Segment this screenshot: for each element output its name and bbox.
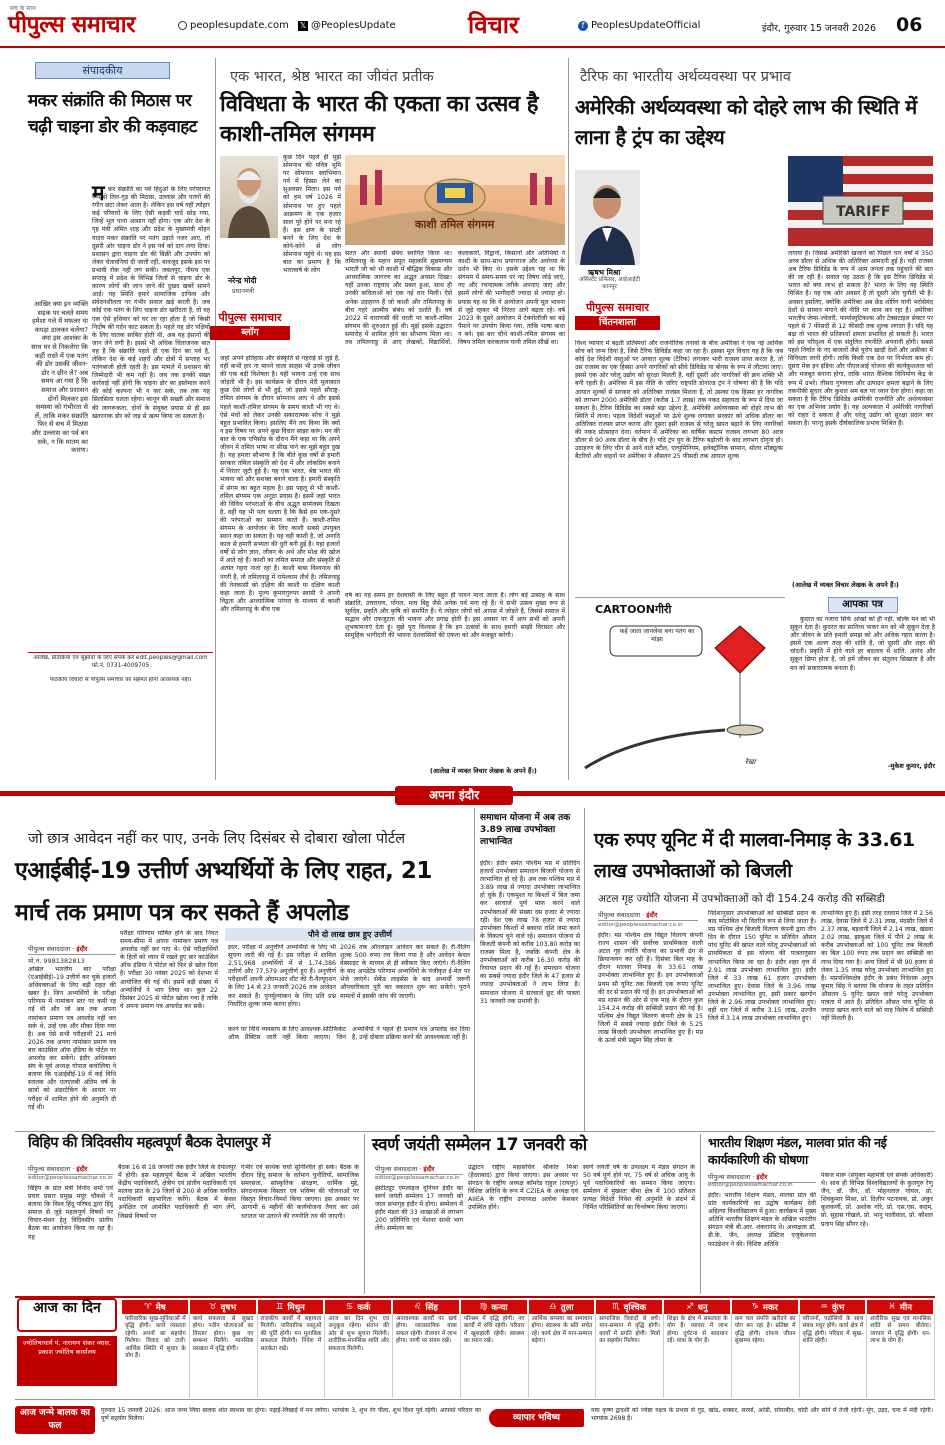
section-label: अपना इंदौर xyxy=(395,786,513,805)
vyapar-label: व्यापार भविष्य xyxy=(489,1409,584,1427)
mishra-portrait xyxy=(575,170,640,265)
aibe-box-title: पौने दो लाख छात्र हुए उत्तीर्ण xyxy=(225,928,475,941)
masthead-rule xyxy=(0,46,945,48)
divider xyxy=(364,1134,365,1294)
zodiac-name: वृषभ xyxy=(220,1302,237,1313)
zodiac-header xyxy=(461,1300,527,1314)
zodiac-name: कुंभ xyxy=(831,1302,845,1313)
x-icon: 𝕏 xyxy=(299,20,307,30)
shikshak-headline: भारतीय शिक्षण मंडल, मालवा प्रांत की नई कार्यकारिणी की घोषणा xyxy=(708,1135,887,1167)
zodiac-sign-icon: ♎ xyxy=(549,1302,557,1312)
shikshak-email: editor@peoplessamachar.co.in xyxy=(708,1182,793,1188)
swarn-col3: स्वर्ण जयंती वर्ष के उपलक्ष्य में मंडल संगठन के 50 वर्ष पूर्ण होने पर, 75 वर्ष से अधिक आयु के पूर्व पदाधिकारियों का सम्मान किया जाएगा। सम्मेलन में मुख्यतः बीमा क्षेत्र में 100 प्रतिशत प्रत्यक्ष विदेशी निवेश की अनुमति के संदर्भ में निर्मित परिस्थितियों का विश्लेषण किया जाएगा। xyxy=(583,1164,695,1212)
zodiac-11 xyxy=(800,1300,868,1400)
zodiac-text: आर्थिक समस्या का समाधान होगा। स्वास्थ्य के प्रति सचेत रहें। कार्य क्षेत्र में मान-सम्मान बढ़ेगा। xyxy=(529,1314,597,1398)
tariff-headline: अमेरिकी अर्थव्यवस्था को दोहरे लाभ की स्थिति में लाना है ट्रंप का उद्देश्य xyxy=(575,95,917,149)
cartoon-bubble: कहें जाता जानलेवा बना पतंग का मांझा xyxy=(619,628,695,643)
zodiac-sign-icon: ♓ xyxy=(888,1302,896,1312)
zodiac-name: वृश्चिक xyxy=(623,1302,647,1313)
zodiac-10 xyxy=(732,1300,800,1400)
swarn-desk: पीपुल्स संवाददाता · इंदौर xyxy=(375,1164,463,1175)
aibe-desk: पीपुल्स संवाददाता · इंदौर xyxy=(28,944,116,955)
kashi-logo: पीपुल्स समाचार ब्लॉग xyxy=(210,310,290,344)
divider xyxy=(568,58,569,780)
zodiac-name: मकर xyxy=(762,1302,778,1313)
sand-art-text: काशी तमिल संगमम xyxy=(415,218,495,231)
zodiac-name: सिंह xyxy=(425,1302,438,1313)
zodiac-name: मेष xyxy=(155,1302,166,1313)
divider xyxy=(15,1131,935,1132)
zodiac-name: कन्या xyxy=(491,1302,508,1313)
zodiac-4 xyxy=(325,1300,393,1400)
zodiac-header xyxy=(393,1300,459,1314)
tariff-photo xyxy=(788,156,933,246)
shikshak-col1: इंदौर। भारतीय शिक्षण मंडल, मालवा प्रांत की प्रांत कार्यकारिणी का उद्घोष कार्यक्रम देवी अहिल्या विश्वविद्यालय में हुआ। कार्यक्रम में मुख्य अतिथि भारतीय शिक्षण मंडल के अखिल भारतीय संगठन मंत्री बी.आर. शंकरानंद थे। अध्यक्षता डॉ. डी.के. जैन, अध्यक्ष प्रेस्टिज एजुकेशनल फाउंडेशन ने की। विशिष्ट अतिथि xyxy=(708,1192,816,1248)
cartoon-panel xyxy=(575,597,785,780)
tariff-col1: विश्व व्यापार में बढ़ती प्रतिस्पर्धा और राजनीतिक तनावों के बीच अमेरिका ने एक नई आर्थिक सोच को जन्म दिया है, जिसे टैरिफ डिविडेंड कहा जा रहा है। इसका मूल विचार यह है कि जब कोई देश विदेशी वस्तुओं पर आयात शुल्क (टैरिफ) लगाकर भारी राजस्व प्राप्त करता है, तो उस राजस्व का एक हिस्सा अपने नागरिकों को सीधे डिविडेंड या बोनस के रूप में लौटाया जाए। इससे एक ओर घरेलू उद्योग को सुरक्षा मिलती है, वहीं दूसरी ओर नागरिकों की क्रय शक्ति भी बनी रहती है। अमेरिका में इस नीति के जरिए राष्ट्रपति डोनाल्ड ट्रंप ने घोषणा की है कि यदि आयात शुल्कों से सरकार को अतिरिक्त राजस्व मिलता है, तो उसका एक हिस्सा हर नागरिक को लगभग 2000 अमेरिकी डॉलर (करीब 1.7 लाख) तक नकद सहायता के रूप में दिया जा सकता है। टैरिफ डिविडेंड का सबसे बड़ा उद्देश्य है, अमेरिकी अर्थव्यवस्था को दोहरे लाभ की स्थिति में लाना। पहला विदेशी वस्तुओं पर ऊंचे शुल्क लगाकर सरकार को अधिक डॉलर का अतिरिक्त राजस्व प्राप्त करना और दूसरा इसी राजस्व से घरेलू खपत बढ़ाने के लिए नागरिकों की नकद प्रोत्साहन देना। वर्तमान में अमेरिका का वार्षिक कस्टम राजस्व लगभग 80 अरब डॉलर से 90 अरब डॉलर के बीच है। यदि ट्रंप युग के टैरिफ बढ़ोतरी के बाद लगभग दोगुना हो। उदाहरण के लिए चीन से आने वाले स्टील, एल्युमिनियम, इलेक्ट्रॉनिक सामान, सोलर मॉड्यूल्स बैटरियों और वाहनों पर अमेरिका ने औसतन 25 फीसदी तक आयात शुल्क xyxy=(575,340,783,461)
tariff-label: TARIFF xyxy=(836,204,891,220)
zodiac-sign-icon: ♊ xyxy=(275,1302,284,1312)
zodiac-text: राजकीय कार्यों में सहायता मिलेगी। पारिवारिक वस्तुओं की पूर्ति होगी। मन मुताबिक सफलता मिलेगी। निवेश में सतर्कता रखें। xyxy=(258,1314,326,1398)
zodiac-sign-icon: ♐ xyxy=(686,1302,694,1312)
vhp-email: editor@peoplessamachar.co.in xyxy=(28,1175,113,1181)
letters-panel xyxy=(790,597,935,780)
tariff-author-name: ऋषभ मिश्रा xyxy=(588,268,621,277)
zodiac-6 xyxy=(461,1300,529,1400)
zodiac-header xyxy=(664,1300,730,1314)
zodiac-text: कार्य सफलता से सुखद होगा। नवीन योजनाओं का विस्तार होगा। कुछ नए सम्बन्ध मिलेंगे। मानसिक प्रसन्नता में वृद्धि होगी। xyxy=(190,1314,258,1398)
masthead xyxy=(0,0,945,58)
aibe-col1: अखिल भारतीय बार परीक्षा (एआईबीई)-19 उत्तीर्ण कर चुके हजारों अधिवक्ताओं के लिए बड़ी राहत की खबर है। जिन अभ्यर्थियों के परीक्षा परिणाम में नामांकन स्तर पर कमी रह गई थी और जो अब तक अपना नामांकन प्रमाण पत्र अपलोड नहीं कर सके थे, उन्हें एक और मौका दिया गया है। अब ऐसे सभी परीक्षार्थी 21 मार्च 2026 तक अपना नामांकन प्रमाण पत्र बार काउंसिल ऑफ इंडिया के पोर्टल पर अपलोड कर सकेंगे। इंदौर अधिवक्ता संघ के पूर्व अध्यक्ष गोपाल कचोलिया ने बताया कि एआईबीई-19 में कई विधि स्नातक और एलएलबी अंतिम वर्ष के छात्रों को अंडरटेकिंग के आधार पर परीक्षा में शामिल होने की अनुमति दी गई थी। xyxy=(28,966,116,1111)
zodiac-sign-icon: ♏ xyxy=(612,1302,620,1312)
flag-illustration xyxy=(788,156,933,246)
cartoon-title: CARTOONगीरी xyxy=(595,603,672,616)
swarn-col2: उद्घाटन राष्ट्रीय महासचिव श्रीकांत मिश्रा (हैदराबाद) द्वारा किया जाएगा। इस अवसर पर संगठन के राष्ट्रीय अध्यक्ष कॉमरेड राहुल (रायपुर) विशिष्ट अतिथि के रूप में CZIEA के अध्यक्ष एवं AIIEA के राष्ट्रीय उपाध्यक्ष अलोक केसकर उपस्थित होंगे। xyxy=(468,1164,578,1212)
zodiac-12 xyxy=(867,1300,935,1400)
tariff-signoff: (आलेख में व्यक्त विचार लेखक के अपने हैं।) xyxy=(792,581,899,589)
modi-photo xyxy=(220,156,278,238)
vhp-desk: पीपुल्स संवाददाता · इंदौर xyxy=(28,1164,113,1175)
letters-signature: -मुकेश कुमार, इंदौर xyxy=(887,762,935,770)
zodiac-header xyxy=(258,1300,324,1314)
tariff-kicker: टैरिफ का भारतीय अर्थव्यवस्था पर प्रभाव xyxy=(580,69,791,85)
divider xyxy=(700,1134,701,1294)
zodiac-text: शिक्षा के क्षेत्र में सफलता के योग हैं। व्यापार में लाभ होगा। दुर्घटना से सावधान रहें। यात्रा के योग हैं। xyxy=(664,1314,732,1398)
footer-label: आज जन्मे बालक का फल xyxy=(15,1406,95,1434)
globe-icon xyxy=(178,21,187,30)
zodiac-1 xyxy=(122,1300,190,1400)
bijli-kicker: अटल गृह ज्योति योजना में उपभोक्ताओं को दी 154.24 करोड़ की सब्सिडी xyxy=(598,893,885,905)
zodiac-name: मिथुन xyxy=(287,1302,305,1313)
tariff-logo: पीपुल्स समाचार चिंतनशाला xyxy=(575,300,660,334)
aibe-mobile: मो.नं. 9981382813 xyxy=(28,957,85,965)
masthead-tagline: सच के साथ xyxy=(10,5,36,12)
bijli-col3: लाभान्वित हुए हैं। इसी तरह रतलाम जिले में 2.56 लाख, देवास जिले में 2.31 लाख, मंदसौर जिले में 2.37 लाख, बड़वानी जिले में 2.14 लाख, खंडवा 2.02 लाख, झाबुआ जिले में पौने 2 लाख के करीब उपभोक्ताओं को 100 यूनिट तक बिजली का बिल 100 रुपए तक प्रदान कर सब्सिडी का लाभ दिया गया है। अन्य जिलों में भी 90 हजार से लेकर 1.35 लाख घरेलू उपभोक्ता लाभान्वित हुए हैं। मप्रपश्चिमक्षेत्र इंदौर के प्रबंध निदेशक अनूप कुमार सिंह ने बताया कि योजना के तहत प्रतिदिन औसतन 5 यूनिट खपत वाले घरेलू उपभोक्ता पात्रता में आते हैं। प्रतिदिन औसत पांच यूनिट से ज्यादा खपत करने वाले को माह विशेष में सब्सिडी नहीं मिलती है। xyxy=(821,910,933,1023)
logo-text: पीपुल्स समाचार xyxy=(8,12,136,38)
zodiac-sign-icon: ♒ xyxy=(820,1302,828,1312)
zodiac-text: अनावश्यक कार्यों पर खर्च होगा। व्यावसायिक यात्रा सफल रहेगी। रोजगार में लाभ होगा। वाणी पर संयम रखें। xyxy=(393,1314,461,1398)
zodiac-header xyxy=(529,1300,595,1314)
zodiac-5 xyxy=(393,1300,461,1400)
rashifal-panchang: ज्योतिषाचार्य पं. नारायण शंकर व्यास, प्रकाश ज्योतिष कार्यालय xyxy=(17,1336,117,1386)
zodiac-header xyxy=(122,1300,188,1314)
aibe-col4: 2026 तक ऑनलाइन आवेदन कर सकते हैं। री-वैलिंग शुल्क 500 रुपए तय किया गया है और आवेदन केवल वेबसाइट के माध्यम से ही स्वीकार किए जाएंगे। री-वैलिंग के बाद अपडेटेड परिणाम अभ्यर्थियों के पंजीकृत ई-मेल पर भेजे जाएंगे। सेकेंड लाइसेंस के बाद अभ्यर्थी जरूरी औपचारिकता पूरी कर वकालत शुरू कर सकेंगे। पुराने मामलों में इसकी जांच की जाएगी। xyxy=(340,944,470,1000)
kashi-headline: विविधता के भारत की एकता का उत्सव है काशी-तमिल संगमम xyxy=(220,92,538,147)
vhp-col3: गंभीर एवं सार्थक चर्चा सुनिश्चित हो सके। बैठक के दौरान हिंदू समाज के वर्तमान चुनौतियों, सामाजिक समरसता, सांस्कृतिक संरक्षण, धार्मिक मुद्दे, संगठनात्मक विस्तार एवं भविष्य की योजनाओं पर विस्तृत विचार-विमर्श किया जाएगा। इस अवसर पर आगामी 6 महीनों की कार्ययोजना तैयार कर उसे धरातल पर उतारने की रणनीति तय की जाएगी। xyxy=(241,1164,359,1220)
mishra-photo xyxy=(575,170,640,265)
editorial-label: संपादकीय xyxy=(35,62,170,79)
zodiac-header xyxy=(596,1300,662,1314)
vhp-col2: बैठक 16 से 18 जनवरी तक इंदौर जिले के देपालपुर में होगी। इस महत्वपूर्ण बैठक में अखिल भारतीय केंद्रीय पदाधिकारी, क्षेत्रीय एवं प्रांतीय पदाधिकारी एवं मालवा प्रांत के 29 जिलों से 200 से अधिक चयनित पदाधिकारी सहभागिता करेंगे। बैठक में केवल अपेक्षित एवं आमंत्रित पदाधिकारी ही भाग लेंगे, जिससे विषयों पर xyxy=(118,1164,236,1220)
modi-portrait xyxy=(220,156,278,238)
kashi-kicker: एक भारत, श्रेष्ठ भारत का जीवंत प्रतीक xyxy=(230,69,434,85)
kashi-signoff: (आलेख में व्यक्त विचार लेखक के अपने हैं।) xyxy=(430,767,537,775)
shikshak-desk: पीपुल्स संवाददाता · इंदौर xyxy=(708,1172,816,1183)
bijli-email: editor@peoplessamachar.co.in xyxy=(598,922,683,928)
zodiac-name: धनु xyxy=(697,1302,708,1313)
editorial-contact xyxy=(28,652,213,686)
zodiac-text: कम चल संपत्ति खरीदने का योग बन रहा है। प्रतिष्ठा में वृद्धि होगी। दांपत्य जीवन सुखमय रहेगा। xyxy=(732,1314,800,1398)
zodiac-text: परिजनों, पड़ोसियों के साथ संबंध मधुर होंगे। कार्य क्षेत्र में वृद्धि होगी। परिवार में सुख-शांति रहेगी। xyxy=(800,1314,868,1398)
swarn-headline: स्वर्ण जयंती सम्मेलन 17 जनवरी को xyxy=(372,1135,587,1155)
aibe-col3: इधर, परीक्षा में अनुत्तीर्ण अभ्यर्थियों के लिए भी सूचना जारी की गई है। इस परीक्षा में शामिल 2,51,968 अभ्यर्थियों में से 1,74,386 उत्तीर्ण और 77,579 अनुत्तीर्ण हुए हैं। अनुत्तीर्ण परीक्षार्थी अपनी ओएमआर शीट की री-वैल्यूएशन के लिए 14 से 23 जनवरी 2026 तक आवेदन कर सकते हैं। पुनर्मूल्यांकन के लिए प्रति प्रश्न निर्धारित शुल्क जमा करना होगा। xyxy=(228,944,336,1008)
zodiac-sign-icon: ♌ xyxy=(413,1302,422,1312)
letters-label: आपका पत्र xyxy=(828,597,898,613)
rashifal-title: आज का दिन xyxy=(17,1298,117,1332)
zodiac-sign-icon: ♈ xyxy=(144,1302,152,1312)
aibe-col2: परीक्षा परिणाम घोषित होने के बाद नियत समय-सीमा में अपना नामांकन प्रमाण पत्र अपलोड नहीं कर पाए थे। ऐसे परीक्षार्थियों के हितों को ध्यान में रखते हुए बार काउंसिल ऑफ इंडिया ने पोर्टल को फिर से खोल दिया है। परीक्षा 30 नवंबर 2025 को देशभर में आयोजित की गई थी। इसमें बड़ी संख्या में अभ्यर्थियों ने भाग लिया था। कुल 22 दिसंबर 2025 से पोर्टल खोला गया है ताकि वे अपना प्रमाण पत्र अपलोड कर सकें। xyxy=(120,930,218,1010)
section-title: विचार xyxy=(468,11,519,39)
facebook-link[interactable]: f PeoplesUpdateOfficial xyxy=(578,20,700,31)
website-link[interactable]: peoplesupdate.com xyxy=(178,20,289,31)
letters-body: कुदरत का नजारा सिर्फ आंखों को ही नहीं, बल्कि मन को भी सुकून देता है। कुदरत का सानिध्य पाकर मन को भी सुकून देता है और जीवन के प्रति हमारी समझ को और अधिक गहरा करता है। इसमें एक अलग तरह की शांति है, जो दूसरी और शहर की चांदनी। प्रकृति में होने वाले हर बदलाव में शांति, आनंद और सुकून छिपा होता है, जो हमें जीवन का संतुलन सिखाता है और मन को सकारात्मक बनाता है। xyxy=(790,616,935,672)
zodiac-2 xyxy=(190,1300,258,1400)
zodiac-text: सामाजिक विवादों से बचें। मान-सम्मान में वृद्धि होगी। कार्यों में प्रगति होगी। मित्रों का सहयोग मिलेगा। xyxy=(596,1314,664,1398)
kashi-col3: सतत और स्थायी संबंध स्थापित किया था। तमिलनाडु के महान सपूत महाकवि सुब्रमण्यम भारती जी को भी काशी में बौद्धिक विकास और आध्यात्मिक जागरण का अद्भुत अवसर दिखा। यहीं उनका राष्ट्रवाद और प्रबल हुआ, साथ ही उनकी कविताओं को एक नई धार मिली। ऐसे अनेक उदाहरण हैं जो काशी और तमिलनाडु के बीच गहरे आत्मीय संबंध को दर्शाते हैं। वर्ष 2022 में वाराणसी की धरती पर काशी-तमिल संगमम की शुरुआत हुई थी। मुझे इसके उद्घाटन समारोह में शामिल होने का सौभाग्य मिला था। तब तमिलनाडु से आए लेखकों, विद्यार्थियों, कलाकारों, विद्वानों, किसानों और अतिथियों ने काशी के साथ-साथ प्रयागराज और अयोध्या के दर्शन भी किए थे। इसके उद्देश्य यह था कि संगमम में समय-समय पर नए विषय जोड़े जाएं, नए और रचनात्मक तरीके अपनाए जाएं और इसमें लोगों की भागीदारी ज्यादा से ज्यादा हो। प्रयास यह था कि ये आयोजन अपनी मूल भावना से जुड़े रहकर भी निरंतर आगे बढ़ता रहे। वर्ष 2023 के दूसरे आयोजन में टेक्नोलॉजी का बड़े पैमाने पर उपयोग किया गया, ताकि भाषा बाधा न बने। इस बार चौथे काशी-तमिल संगमम का विषय तमिल करकलाम यानी तमिल सीखें था। xyxy=(345,250,565,347)
vyapar-text: माघ कृष्ण द्वादशी को ज्येष्ठा नक्षत्र के प्रभाव से गुड़, खांड, शक्कर, सरसों, अरंडी, सोयाबीन, चांदी और सोने में तेजी रहेगी। मूंग, उड़द, चना में मंदी रहेगी। भाग्यांक 2698 है। xyxy=(591,1407,933,1422)
kashi-author-name: नरेन्द्र मोदी xyxy=(228,276,257,285)
editorial-dropcap: म xyxy=(92,181,105,205)
zodiac-sign-icon: ♑ xyxy=(751,1302,759,1312)
kashi-col1: कुछ दिन पहले ही मुझे सोमनाथ की पवित्र भूमि पर सोमनाथ स्वाभिमान पर्व में हिस्सा लेने का सुअवसर मिला। इस पर्व को हम वर्ष 1026 में सोमनाथ पर हुए पहले आक्रमण के एक हजार साल पूरे होने पर मना रहे हैं। इस क्षण के साक्षी बनने के लिए देश के कोने-कोने से लोग सोमनाथ पहुंचे थे। यह इस बात का प्रमाण है कि भारतवर्ष के लोग xyxy=(283,154,341,275)
aibe-kicker: जो छात्र आवेदन नहीं कर पाए, उनके लिए दिसंबर से दोबारा खोला पोर्टल xyxy=(28,831,406,847)
footer-bar xyxy=(15,1405,935,1437)
zodiac-3 xyxy=(258,1300,326,1400)
tariff-col2: लगाया है। जिससे अमेरिकी खजाने को पिछले चार वर्षों में 350 अरब डॉलर से अधिक की अतिरिक्त आमदनी हुई है। यही राजस्व अब टैरिफ डिविडेंड के रूप में आम जनता तक पहुंचाने की बात की जा रही है। सवाल यह उठता है कि इस टैरिफ डिविडेंड से भारत को क्या लाभ हो सकता है? भारत के लिए यह स्थिति मिश्रित है। यह एक ओर अवसर है तो दूसरी ओर चुनौती भी है। अवसर इसलिए, क्योंकि अमेरिका अब फ्रेंड शोरिंग यानी भरोसेमंद देशों से सामान मंगाने की नीति पर काम कर रहा है। अमेरिका भारतीय जेम्स-ज्वेलरी, फार्मास्युटिकल्स और टेक्सटाइल सेक्टर पर पहले से 7 फीसदी से 12 फीसदी तक शुल्क लगाता है। यदि यह बढ़ा तो भारत की प्रतिस्पर्धा क्षमता प्रभावित हो सकती है। भारत को इस परिदृश्य में एक संतुलित रणनीति अपनानी होगी। सबसे पहले निर्यात के नए बाजारों जैसे यूरोप खाड़ी देशों और अफ्रीका में विविधता लानी होगी। ताकि किसी एक देश पर निर्भरता कम हो। दूसरा मेक इन इंडिया और पीएलआई योजना की कार्यकुशलता को और मजबूत बनाना होगा, ताकि भारत वैश्विक विनिर्माण केंद्र के रूप में उभरे। तीसरा गुणवत्ता और उत्पादन क्षमता बढ़ाने के लिए तकनीकी सुधार और कुशल श्रम बल पर ध्यान देना होगा। कहा जा सकता है कि टैरिफ डिविडेंड अमेरिकी राजनीति और अर्थव्यवस्था का एक अभिनव प्रयोग है। यह अल्पकाल में अमेरिकी नागरिकों को राहत दे सकता है और घरेलू उद्योग को सुरक्षा प्रदान कर सकता है। परन्तु इसके दीर्घकालिक प्रभाव मिश्रित हैं। xyxy=(788,250,933,427)
sand-art-photo xyxy=(345,155,565,245)
zodiac-text: पारिवारिक सुख-सुविधाओं में वृद्धि होगी। कार्य व्यस्तता रहेगी। अपनों का सहयोग मिलेगा। विवाद को टालें। आर्थिक स्थिति में सुधार के योग हैं। xyxy=(122,1314,190,1398)
divider xyxy=(215,58,216,780)
kashi-col-main: जहां अपने इतिहास और संस्कृति से गहराई से जुड़े हैं, वहीं कभी हार ना मानने वाला साहस भी उनके जीवन की एक बड़ी विशेषता है। यही भावना उन्हें एक साथ जोड़ती भी है। इस कार्यक्रम के दौरान मेरी मुलाकात कुछ ऐसे लोगों से भी हुई, जो इससे पहले सौराष्ट्र-तमिल संगमम के दौरान सोमनाथ आए थे और इससे पहले काशी-तमिल संगमम के समय काशी भी गए थे। ऐसे मंचों को लेकर उनकी सकारात्मक सोच ने मुझे बहुत प्रभावित किया। इसलिए मैंने तय किया कि क्यों न इस विषय पर अपने कुछ विचार साझा करूं। मन की बात के एक एपिसोड के दौरान मैंने कहा था कि अपने जीवन में तमिल भाषा ना सीख पाने का मुझे बहुत दुख है। यह हमारा सौभाग्य है कि बीते कुछ वर्षों से हमारी सरकार तमिल संस्कृति को देश में और लोकप्रिय बनाने में निरंतर जुटी हुई है। यह एक भारत, श्रेष्ठ भारत की भावना को और सशक्त बनाने वाला है। हमारी संस्कृति में संगम का बहुत महत्व है। इस पहलू से भी काशी-तमिल संगमम एक अनूठा प्रयास है। इसमें जहां भारत की विविध परंपराओं के बीच अद्भुत सामंजस्य दिखता है, वहीं यह भी पता चलता है कि कैसे हम एक-दूसरे की परंपराओं का सम्मान करते हैं। काशी-तमिल संगमम के आयोजन के लिए काशी सबसे उपयुक्त स्थान कहा जा सकता है। यह वही काशी है, जो अनादि काल से हमारी सभ्यता की धुरी बनी हुई है। यहां हजारों वर्षों से लोग ज्ञान, जीवन के अर्थ और मोक्ष की खोज में आते रहे हैं। काशी का तमिल समाज और संस्कृति से अत्यंत गहरा नाता रहा है। काशी बाबा विश्वनाथ की नगरी है, तो तमिलनाडु में रामेश्वरम तीर्थ है। तमिलनाडु की तेनकासी को दक्षिण की काशी या दक्षिण काशी कहा जाता है। पूज्य कुमारगुरुपर स्वामी ने अपनी विद्वता और आध्यात्मिक परंपरा के माध्यम से काशी और तमिलनाडु के बीच एक xyxy=(220,355,340,613)
editorial-sidebar: आखिर क्या इन व्यक्ति सड़क पर चलते समय हमेशा गले में मफलर या कपड़ा डालकर चलेगा? क्या इस आशंका के साथ घर से निकलेगा कि कहीं रास्ते में एक पतंग की डोर उसकी जीवन-डोर न छीन ले? अब समय आ गया है कि समाज और प्रशासन दोनों मिलकर इस समस्या को गंभीरता से लें, ताकि मकर संक्रांति फिर से सच में मिठास और उल्लास का पर्व बन सके, न कि मातम का कारण। xyxy=(31,300,88,455)
samadhan-body: इंदौर। इंदौर समेत पश्चिम मप्र में प्रतिदिन हजारों उपभोक्ता समाधान बिजली योजना से लाभान्वित हो रहे हैं। अब तक पश्चिम मप्र में 3.89 लाख से ज्यादा उपभोक्ता लाभान्वित हो चुके हैं। एकमुश्त या किश्तों में बिल जमा कर सरचार्ज पूर्ण माफ करने वाले उपभोक्ताओं की संख्या दस हजार से ज्यादा रही। देश एक लाख 78 हजार से ज्यादा उपभोक्ता किश्तों में बकाया राशि जमा करने के विकल्प चुने वाले रहे। समाधान योजना से बिजली कंपनी को करीब 103.80 करोड़ का राजस्व मिला है, जबकि कंपनी क्षेत्र के उपभोक्ताओं को करीब 16.30 करोड़ की रियायत प्रदान की गई है। समाधान योजना का सबसे ज्यादा इंदौर जिले के 47 हजार से ज्यादा उपभोक्ताओं ने लाभ लिया है। समाधान योजना में सरचार्ज छूट की पात्रता 31 जनवरी तक प्रभावी है। xyxy=(480,860,580,1005)
vhp-col1: विहिप के प्रांत मंत्री विनोद शर्मा एवं प्रचार प्रसार प्रमुख मयूर चौकसे ने बताया कि विश्व हिंदू परिषद द्वारा हिंदू समाज से जुड़े महत्वपूर्ण विषयों पर विचार-मंथन हेतु त्रिदिवसीय प्रांतीय बैठक का आयोजन किया जा रहा है। यह xyxy=(28,1185,113,1241)
kashi-author-title: प्रधानमंत्री xyxy=(232,287,255,295)
bijli-desk: पीपुल्स संवाददाता · इंदौर xyxy=(598,910,698,921)
cartoon-signature: रेखा xyxy=(745,758,756,766)
tariff-col1-top xyxy=(645,170,783,335)
zodiac-header xyxy=(867,1300,933,1314)
zodiac-sign-icon: ♍ xyxy=(479,1302,488,1312)
divider xyxy=(584,808,585,1131)
editorial-body: कर संक्रांति का पर्व हिंदुओं के लिए परंपरागत रूप से तिल-गुड़ की मिठास, उल्लास और पतंगों की रंगीन छटा लेकर आता है। लेकिन इस वर्ष यही त्योहार कई परिवारों के लिए ऐसी कड़वी यादें छोड़ गया, जिन्हें भूल पाना आसान नहीं होगा। एक ओर देश के गृह मंत्री अमित शाह और प्रदेश के मुख्यमंत्री मोहन यादव मकर संक्रांति पर पतंग उड़ाते नजर आए, तो दूसरी ओर चाइना डोर ने इस पर्व को दाग लगा दिया। प्रशासन द्वारा चाइना डोर की बिक्री और उपयोग को लेकर चेतावनियां दी जाती रहीं, बावजूद इसके इस पर प्रभावी रोक नहीं लग सकी। जबलपुर, नीमच एक सप्ताह में प्रदेश के विभिन्न जिलों से चाइना डोर के कारण लोगों की जान जाने की दुखद खबरें सामने आईं। यह स्थिति हमारे सामाजिक दायित्व और संवेदनशीलता पर गंभीर सवाल खड़े करती है। जब कोई एक पतंग के लिए चाइना डोर खरीदता है, तो वह एक ऐसे हथियार को घर ला रहा होता है जो किसी निर्दोष की गर्दन काट सकता है। पहले यह डोर पक्षियों के लिए घातक साबित होती थी, अब यह इंसानों की जान लेने लगी है। इससे भी अधिक चिंताजनक बात यह है कि संक्रांति पहले ही एक दिन का पर्व है, लेकिन देश के कई शहरों और क्षेत्रों में सप्ताह भर पतंगबाजी होती रहती है। इस मामले में प्रशासन की जिम्मेदारी भी कम नहीं है। जब तक इनकी सख्त कार्रवाई नहीं होगी कि चाइना डोर का इस्तेमाल करने की कोई कल्पना भी न कर सके, तब तक यह सिलसिला चलता रहेगा। कानून की सख्ती और समाज की जागरूकता, दोनों के संयुक्त प्रयास से ही इस खतरनाक डोर को जड़ से खत्म किया जा सकता है। xyxy=(92,186,210,420)
divider xyxy=(474,808,475,1131)
tariff-author-title: असिस्टेंट प्रोफेसर, आईआईटी कानपुर xyxy=(579,277,640,290)
zodiac-9 xyxy=(664,1300,732,1400)
zodiac-sign-icon: ♋ xyxy=(345,1302,354,1312)
aibe-col5: करने पर विधि व्यवसाय के लिए आवश्यक सर्टिफिकेट ऑफ प्रैक्टिस जारी नहीं किया जाएगा। जिन अभ्यर्थियों ने पहले ही प्रमाण पत्र अपलोड कर दिया है, उन्हें दोबारा प्रक्रिया करने की आवश्यकता नहीं है। xyxy=(228,1026,470,1042)
swarn-email: editor@peoplessamachar.co.in xyxy=(375,1175,460,1181)
editorial-headline: मकर संक्रांति की मिठास पर चढ़ी चाइना डोर की कड़वाहट xyxy=(28,91,197,137)
zodiac-8 xyxy=(596,1300,664,1400)
facebook-icon: f xyxy=(578,21,588,31)
zodiac-text: शारीरिक सुख एवं मानसिक शांति से समय बीतेगा। व्यापार में वृद्धि होगी। धन-लाभ के योग हैं। xyxy=(867,1314,935,1398)
bijli-col1: इंदौर। मप्र पश्चिम क्षेत्र विद्युत वितरण कंपनी राज्य शासन की सर्वोच्च प्राथमिकता वाली अटल गृह ज्योति योजना का प्रभावी ढंग से क्रियान्वयन कर रही है। दिसंबर बिल माह के दौरान मालवा निमाड़ के 33.61 लाख उपभोक्ता लाभान्वित हुए हैं। इन उपभोक्ताओं प्रथम सौ यूनिट तक बिजली एक रूपए यूनिट की दर से प्रदान की गई है। इन उपभोक्ताओं को मप्र शासन की ओर से एक माह के दौरान कुल 154.24 करोड़ की सब्सिडी प्रदान की गई है। पश्चिम क्षेत्र विद्युत वितरण कंपनी क्षेत्र के 15 जिलों में सबसे ज्यादा इंदौर जिले के 5.25 लाख बिजली उपभोक्ता लाभान्वित हुए हैं। मप्र के ऊर्जा मंत्री प्रद्युम्न सिंह तोमर के xyxy=(598,932,703,1045)
zodiac-text: आज का दिन शुभ एवं अनुकूल रहेगा। संतान की ओर से शुभ सूचना मिलेगी। शारीरिक-मानसिक शांति और सफलता मिलेगी। xyxy=(325,1314,393,1398)
zodiac-name: कर्क xyxy=(357,1302,371,1313)
zodiac-7 xyxy=(529,1300,597,1400)
zodiac-name: मीन xyxy=(899,1302,912,1313)
shikshak-col2: पंकज मारू (संयुक्त महामंत्री एवं संपर्क अधिकारी) थे। साथ ही विभिन्न विश्वविद्यालयों के कुलगुरु रेणु जैन, डॉ. जैन, डॉ. मोहनलाल गोयल, प्रो. शिवकुमार मिश्रा, प्रो. दिलीप पटनायक, प्रो. अंकुर कुलकर्णी, प्रो. अशोक गोरे, प्रो. एस.एस. कदम, प्रो. सुहास गोखले, प्रो. भानु पालीवाल, प्रो. कौशल प्रताप सिंह सौंगर रहे। xyxy=(821,1172,933,1228)
footer-text: गुरुवार 15 जनवरी 2026: आज जन्म लिया बालक शांत स्वभाव का होगा। पढ़ाई-लिखाई में मन लगेगा। भाग्यांक 3, शुभ रंग पीला, शुभ दिशा पूर्व रहेगी। आपको परिवार का पूर्ण सहयोग मिलेगा। xyxy=(101,1407,481,1422)
bijli-headline: एक रुपए यूनिट में दी मालवा-निमाड़ के 33.61 लाख उपभोक्ताओं को बिजली xyxy=(594,829,915,882)
twitter-link[interactable]: 𝕏 @PeoplesUpdate xyxy=(299,20,396,31)
samadhan-kicker: समाधान योजना में अब तक 3.89 लाख उपभोक्ता लाभान्वित xyxy=(480,813,571,847)
editorial-note: आलेख, प्रतिक्रिया एवं सुझावों के लिए संपर्क करें edit.peoples@gmail.com फो.नं. 0731-4009705 xyxy=(33,655,208,669)
bijli-col2: निर्देशानुसार उपभोक्ताओं को सब्सिडी प्रदान के बाद फोटोबिल भी वितरित रूप से लिया जाता है। मप्र पश्चिम क्षेत्र बिजली वितरण कंपनी द्वारा तीन दिन के दौरान 150 यूनिट व प्रतिदिन औसत पांच यूनिट की खपत वाले घरेलू उपभोक्ताओं को प्राथमिकता से इस योजना की पात्रतानुसार लाभान्वित किया जा रहा है। इंदौर शहर वृत्त में 2.91 लाख उपभोक्ता लाभान्वित हुए। इंदौर जिले में 33 लाख 61 हजार उपभोक्ता लाभान्वित हुए। देवास जिले के 3.96 लाख उपभोक्ता लाभान्वित हुए, इसी प्रकार खरगोन जिले के 2.96 लाख उपभोक्ता लाभान्वित हुए। वहीं धार जिले में करीब 3.15 लाख, उज्जैन जिले में 3.14 लाख उपभोक्ता लाभान्वित हुए। xyxy=(708,910,816,1023)
vhp-headline: विहिप की त्रिदिवसीय महत्वपूर्ण बैठक देपालपुर में xyxy=(28,1135,271,1151)
zodiac-text: परिश्रम में वृद्धि होगी। नए कार्यों में रुचि रहेगी। परिवार में खुशहाली रहेगी। स्वास्थ्य का ध्यान रखें। xyxy=(461,1314,529,1398)
editorial-disclaimer: पाठकीय विचारों से पीपुल्स समाचार का सहमत होना आवश्यक नहीं। xyxy=(49,677,192,683)
zodiac-header xyxy=(800,1300,866,1314)
zodiac-header xyxy=(732,1300,798,1314)
swarn-col1: इंस्टीट्यूट एम्प्लाइज यूनियन इंदौर का स्वर्ण जयंती सम्मेलन 17 जनवरी को जाल सभागृह इंदौर में होगा। सम्मेलन में इंदौर मंडल की 33 शाखाओं से लगभग 200 प्रतिनिधि एवं पेंशनर साथी भाग लेंगे। सम्मेलन का xyxy=(375,1185,463,1233)
zodiac-header xyxy=(325,1300,391,1314)
aibe-headline: एआईबीई-19 उत्तीर्ण अभ्यर्थियों के लिए राहत, 21 मार्च तक प्रमाण पत्र कर सकते हैं अपलोड xyxy=(15,858,432,926)
zodiac-name: तुला xyxy=(560,1302,574,1313)
kashi-col3b: वर्ष का यह समय हर देशवासी के लिए बहुत ही पावन माना जाता है। लोग बड़े उत्साह के साथ संक्रांति, उत्तरायण, पोंगल, माघ बिहू जैसे अनेक पर्व मना रहे हैं। ये सभी उत्सव मुख्य रूप से सूर्यदेव, प्रकृति और कृषि को समर्पित हैं। ये त्योहार लोगों को आपस में जोड़ते हैं, जिससे समाज में सद्भाव और एकजुटता की भावना और प्रगाढ़ होती है। इस अवसर पर मैं आप सभी को अपनी शुभकामनाएं देता हूं। मुझे पूरा विश्वास है कि इन उत्सवों के साथ हमारी साझी विरासत और सामूहिक भागीदारी की भावना देशवासियों की एकता को और मजबूत करेगी। xyxy=(345,592,565,640)
zodiac-header xyxy=(190,1300,256,1314)
dateline: इंदौर, गुरुवार 15 जनवरी 2026 xyxy=(762,23,877,34)
zodiac-sign-icon: ♉ xyxy=(209,1302,217,1312)
page-number: 06 xyxy=(896,14,923,36)
